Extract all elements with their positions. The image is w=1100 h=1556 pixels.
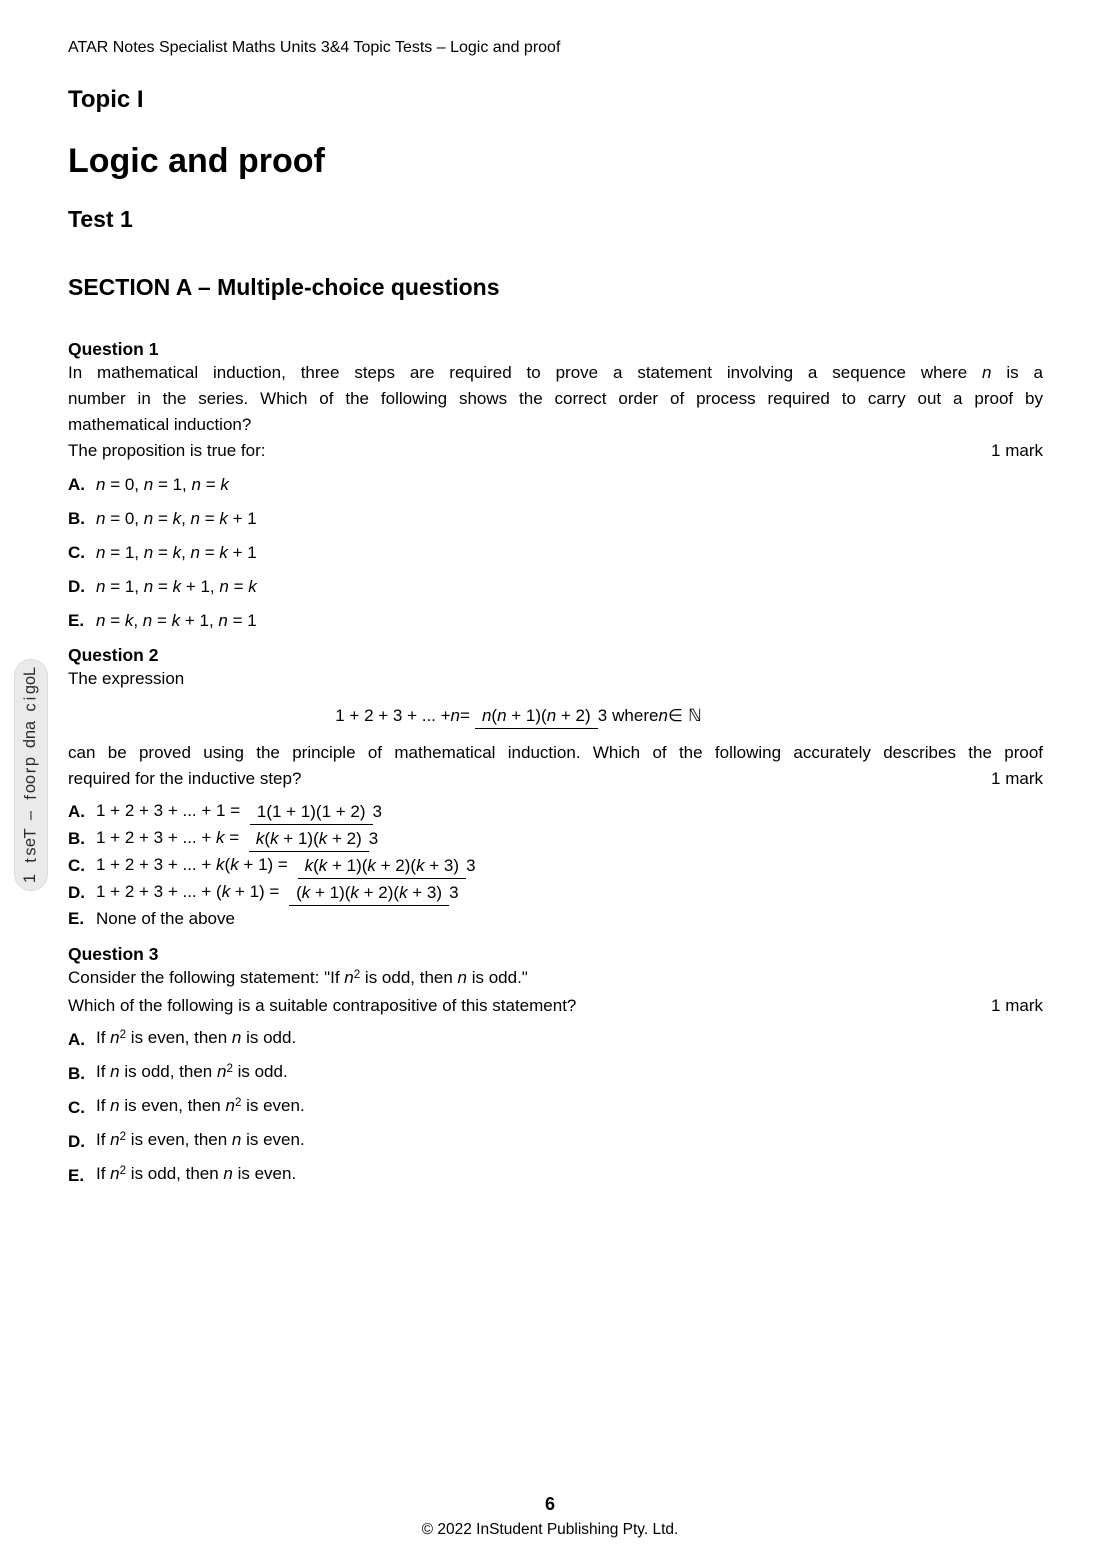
fraction-denominator: 3 xyxy=(372,802,382,822)
math-var: n xyxy=(231,1028,242,1048)
math-var: k xyxy=(220,475,229,494)
side-tab-glyph: o xyxy=(21,783,40,794)
text-segment: is even. xyxy=(232,1164,297,1184)
side-tab-char xyxy=(15,667,47,676)
text-segment: , xyxy=(181,509,191,528)
side-tab-char xyxy=(15,775,47,784)
math-var: n xyxy=(231,1130,242,1150)
text-segment: number in the series. Which of the following shows the correct order of process required to carry out a proof by xyxy=(68,389,1043,408)
math-var: k xyxy=(172,577,182,596)
text-segment: If xyxy=(96,1164,111,1184)
side-tab-glyph: L xyxy=(21,666,40,677)
superscript: 2 xyxy=(353,968,361,981)
side-tab-char xyxy=(15,784,47,793)
side-tab-glyph: f xyxy=(21,795,40,800)
side-tab-glyph xyxy=(22,714,41,719)
topic-label: Topic I xyxy=(68,86,144,113)
option-content xyxy=(96,610,257,631)
option-content xyxy=(96,1095,305,1119)
text-segment: = xyxy=(224,828,244,848)
text-segment: required for the inductive step? xyxy=(68,769,302,788)
text-segment: + 1) = xyxy=(238,855,293,875)
text-segment: + 1)( xyxy=(327,856,368,876)
side-tab-glyph: n xyxy=(21,729,40,740)
option-label: A. xyxy=(68,1029,85,1049)
math-var: n xyxy=(223,1164,233,1184)
fraction xyxy=(249,828,378,849)
math-var: n xyxy=(96,577,106,596)
math-var: n xyxy=(142,611,153,630)
text-segment: = xyxy=(153,543,173,562)
option-label: E. xyxy=(68,909,85,929)
section-heading: SECTION A – Multiple-choice questions xyxy=(68,274,500,300)
question-heading: Question 1 xyxy=(68,339,159,359)
text-segment: + 2) xyxy=(327,829,362,849)
math-var: n xyxy=(143,509,154,528)
question-prompt xyxy=(68,766,301,792)
math-var: n xyxy=(190,543,201,562)
text-segment: = 1 xyxy=(227,611,257,630)
text-segment: = xyxy=(460,706,470,725)
fraction-numerator xyxy=(250,802,373,825)
option-content xyxy=(96,1129,305,1153)
text-segment: is odd. xyxy=(241,1028,297,1048)
option-row xyxy=(68,800,1043,822)
side-tab-glyph: o xyxy=(21,774,40,785)
math-var: n xyxy=(457,968,467,988)
question-prompt xyxy=(68,993,576,1019)
math-var: k xyxy=(255,829,265,849)
side-tab-char xyxy=(15,703,47,712)
math-var: n xyxy=(658,706,668,725)
page-number: 6 xyxy=(544,1494,555,1514)
options-list xyxy=(68,1027,1043,1187)
option-label: E. xyxy=(68,611,85,630)
text-segment: ∈ ℕ xyxy=(667,706,702,726)
side-tab-glyph: d xyxy=(21,738,40,749)
option-row xyxy=(68,908,1043,929)
text-segment: is odd, then xyxy=(126,1164,224,1184)
option-row xyxy=(68,1129,1043,1153)
math-var: k xyxy=(318,856,328,876)
option-row xyxy=(68,1163,1043,1187)
side-tab-glyph xyxy=(22,750,41,755)
question-body-line xyxy=(68,386,1043,412)
text-segment: + 3) xyxy=(424,856,460,876)
marks-label: 1 mark xyxy=(991,996,1043,1016)
text-segment: where xyxy=(612,706,659,725)
math-var: k xyxy=(367,856,376,876)
text-segment: = xyxy=(200,475,221,494)
side-tab-char xyxy=(15,730,47,739)
options-list xyxy=(68,474,1043,631)
text-segment: = xyxy=(228,577,249,596)
side-tab-glyph: g xyxy=(21,684,40,695)
text-segment: = xyxy=(200,543,220,562)
text-segment: + 1, xyxy=(180,611,219,630)
text-segment: is even, then xyxy=(126,1028,232,1048)
math-var: n xyxy=(344,968,354,988)
fraction-numerator xyxy=(249,829,369,852)
side-tab-char xyxy=(15,712,47,721)
math-var: n xyxy=(96,543,106,562)
fraction-numerator xyxy=(289,883,449,906)
option-label: D. xyxy=(68,577,85,596)
page-title: Logic and proof xyxy=(68,142,325,180)
superscript: 2 xyxy=(234,1096,242,1109)
option-row xyxy=(68,576,1043,597)
math-var: k xyxy=(304,856,314,876)
option-content xyxy=(96,474,229,495)
text-segment: is odd. xyxy=(232,1062,288,1082)
option-label: C. xyxy=(68,543,85,562)
option-content xyxy=(96,576,257,597)
math-var: n xyxy=(450,706,461,725)
math-var: k xyxy=(230,855,239,875)
text-segment: is odd, then xyxy=(360,968,458,988)
option-row xyxy=(68,542,1043,563)
option-label: D. xyxy=(68,882,85,902)
side-tab-glyph: e xyxy=(21,837,40,848)
text-segment: 1 + 2 + 3 + ... + 1 = xyxy=(96,801,245,820)
side-tab-char xyxy=(15,721,47,730)
option-label: A. xyxy=(68,475,85,494)
side-tab-char xyxy=(15,838,47,847)
math-var: n xyxy=(110,1028,120,1048)
text-segment: + 1 xyxy=(227,543,257,562)
option-content xyxy=(96,1061,288,1085)
math-var: n xyxy=(216,1062,227,1082)
text-segment: ( xyxy=(264,829,271,849)
option-content xyxy=(96,881,464,903)
fraction-denominator: 3 xyxy=(449,883,459,903)
option-row xyxy=(68,508,1043,529)
side-tab-char xyxy=(15,865,47,874)
fraction xyxy=(475,706,607,726)
superscript: 2 xyxy=(119,1028,127,1041)
option-label: E. xyxy=(68,1165,85,1185)
math-var: n xyxy=(96,509,106,528)
test-label: Test 1 xyxy=(68,206,133,232)
option-row xyxy=(68,1061,1043,1085)
math-var: k xyxy=(172,509,182,528)
side-tab-char xyxy=(15,802,47,811)
question-prompt-row xyxy=(68,993,1043,1019)
question-intro: The expression xyxy=(68,669,185,688)
fraction-denominator: 3 xyxy=(466,856,476,876)
text-segment: = 1, xyxy=(105,577,144,596)
text-segment: + 1)( xyxy=(506,706,547,725)
text-segment: If xyxy=(96,1130,111,1150)
text-segment: = xyxy=(105,611,125,630)
side-tab-char xyxy=(15,847,47,856)
superscript: 2 xyxy=(119,1164,127,1177)
text-segment: is odd." xyxy=(467,968,528,988)
option-label: A. xyxy=(68,801,85,821)
text-segment: If xyxy=(96,1062,111,1082)
question-q3 xyxy=(68,943,1043,1187)
text-segment: = xyxy=(200,509,220,528)
side-tab-glyph: r xyxy=(21,767,40,774)
side-tab-glyph xyxy=(22,867,41,872)
math-var: n xyxy=(96,611,106,630)
side-tab-glyph: 1 xyxy=(21,873,40,884)
fraction-denominator: 3 xyxy=(368,829,379,849)
text-segment: is a xyxy=(991,363,1043,382)
side-tab-glyph: a xyxy=(21,720,40,731)
math-var: k xyxy=(216,855,225,875)
math-var: k xyxy=(219,543,228,562)
math-var: n xyxy=(110,1130,120,1150)
option-label: D. xyxy=(68,1131,85,1151)
math-var: n xyxy=(191,475,201,494)
text-segment: If xyxy=(96,1028,111,1048)
math-var: n xyxy=(143,543,154,562)
option-content xyxy=(96,508,257,529)
side-tab-char xyxy=(15,811,47,820)
text-segment: , xyxy=(181,543,191,562)
fraction-denominator: 3 xyxy=(597,706,608,725)
text-segment: ( xyxy=(224,855,231,875)
question-body-line xyxy=(68,360,1043,386)
question-heading: Question 2 xyxy=(68,645,159,665)
option-row xyxy=(68,854,1043,876)
text-segment: = xyxy=(153,577,173,596)
text-segment: + 1 xyxy=(227,509,257,528)
option-row xyxy=(68,881,1043,903)
text-segment: is odd, then xyxy=(119,1062,217,1082)
side-tab-char xyxy=(15,856,47,865)
marks-label: 1 mark xyxy=(991,441,1043,460)
math-var: n xyxy=(110,1096,120,1116)
text-segment: None of the above xyxy=(96,909,235,929)
text-segment: 1 + 2 + 3 + ... + xyxy=(335,706,451,725)
side-tab-glyph: – xyxy=(21,810,40,821)
text-segment: 1 + 2 + 3 + ... + ( xyxy=(96,882,222,902)
math-var: n xyxy=(546,706,557,725)
question-body-line xyxy=(68,412,1043,438)
side-tab-glyph xyxy=(22,804,41,809)
options-list xyxy=(68,800,1043,929)
fraction xyxy=(250,801,382,822)
math-var: k xyxy=(350,883,359,903)
side-tab-glyph: p xyxy=(21,756,40,767)
side-tab-glyph xyxy=(22,822,41,827)
option-content xyxy=(96,542,257,563)
math-var: k xyxy=(171,611,181,630)
option-row xyxy=(68,474,1043,495)
option-content xyxy=(96,800,387,822)
option-content xyxy=(96,908,235,929)
option-content xyxy=(96,1163,296,1187)
math-var: n xyxy=(481,706,492,725)
text-segment: mathematical induction? xyxy=(68,415,252,434)
question-prompt-row xyxy=(68,766,1043,792)
math-var: k xyxy=(248,577,257,596)
text-segment: 1 + 2 + 3 + ... + xyxy=(96,828,217,848)
side-tab-glyph: o xyxy=(21,675,40,686)
question-prompt-row xyxy=(68,438,1043,464)
option-row xyxy=(68,1095,1043,1119)
text-segment: is even, then xyxy=(119,1096,226,1116)
math-var: n xyxy=(110,1164,120,1184)
equation xyxy=(31,692,1006,740)
math-var: n xyxy=(497,706,507,725)
fraction-numerator xyxy=(475,706,598,729)
side-tab-char xyxy=(15,739,47,748)
questions-area xyxy=(68,338,1043,1197)
text-segment: + 2) xyxy=(556,706,591,725)
side-tab-char xyxy=(15,829,47,838)
superscript: 2 xyxy=(226,1062,233,1075)
text-segment: , xyxy=(133,611,143,630)
text-segment: In mathematical induction, three steps are required to prove a statement involving a sequence where xyxy=(68,363,983,382)
text-segment: ( xyxy=(296,883,302,903)
text-segment: + 2)( xyxy=(358,883,400,903)
doc-header: ATAR Notes Specialist Maths Units 3&4 Topic Tests – Logic and proof xyxy=(68,39,561,56)
math-var: k xyxy=(318,829,328,849)
text-segment: 1 + 2 + 3 + ... + xyxy=(96,855,217,875)
question-q2 xyxy=(68,644,1043,929)
side-tab-char xyxy=(15,748,47,757)
text-segment: = 0, xyxy=(105,509,144,528)
option-label: B. xyxy=(68,1063,85,1083)
text-segment: can be proved using the principle of mathematical induction. Which of the following accurately describes the proof xyxy=(68,743,1043,762)
option-row xyxy=(68,1027,1043,1051)
side-tab-glyph: s xyxy=(21,847,40,856)
fraction-numerator xyxy=(298,856,466,879)
option-content xyxy=(96,827,383,849)
option-label: B. xyxy=(68,828,85,848)
text-segment: ( xyxy=(491,706,498,725)
text-segment: + 1, xyxy=(181,577,220,596)
math-var: k xyxy=(399,883,408,903)
fraction xyxy=(289,882,458,903)
math-var: n xyxy=(982,363,992,382)
math-var: n xyxy=(219,577,229,596)
question-prompt xyxy=(68,438,265,464)
text-segment: + 1)( xyxy=(310,883,351,903)
side-tab-char xyxy=(15,874,47,883)
math-var: k xyxy=(221,882,231,902)
math-var: n xyxy=(190,509,201,528)
math-var: k xyxy=(172,543,182,562)
text-segment: = xyxy=(153,509,173,528)
option-label: C. xyxy=(68,855,85,875)
option-label: B. xyxy=(68,509,85,528)
math-var: n xyxy=(96,475,106,494)
math-var: k xyxy=(219,509,228,528)
math-var: n xyxy=(143,577,154,596)
text-segment: = xyxy=(152,611,172,630)
side-tab-glyph: c xyxy=(21,703,40,712)
math-var: k xyxy=(301,883,311,903)
text-segment: is even. xyxy=(241,1096,305,1116)
text-segment: Which of the following is a suitable contrapositive of this statement? xyxy=(68,996,577,1016)
side-tab xyxy=(14,659,48,891)
math-var: k xyxy=(124,611,134,630)
math-var: n xyxy=(143,475,154,494)
side-tab-char xyxy=(15,685,47,694)
side-tab-char xyxy=(15,766,47,775)
math-var: n xyxy=(225,1096,235,1116)
option-row xyxy=(68,610,1043,631)
option-content xyxy=(96,854,481,876)
question-q1 xyxy=(68,338,1043,631)
option-label: C. xyxy=(68,1097,85,1117)
side-tab-char xyxy=(15,757,47,766)
text-segment: 1(1 + 1)(1 + 2) xyxy=(256,802,366,822)
text-segment: Consider the following statement: "If xyxy=(68,968,345,988)
side-tab-char xyxy=(15,793,47,802)
math-var: n xyxy=(218,611,228,630)
text-segment: + 1) = xyxy=(230,882,285,902)
math-var: k xyxy=(270,829,279,849)
question-body-line xyxy=(68,965,1043,993)
text-segment: is even, then xyxy=(126,1130,232,1150)
text-segment: = 1, xyxy=(105,543,144,562)
text-segment: If xyxy=(96,1096,111,1116)
text-segment: + 2)( xyxy=(375,856,417,876)
side-tab-glyph: i xyxy=(21,696,40,701)
text-segment: The proposition is true for: xyxy=(68,441,266,460)
marks-label: 1 mark xyxy=(991,769,1043,788)
option-row xyxy=(68,827,1043,849)
side-tab-char xyxy=(15,676,47,685)
side-tab-char xyxy=(15,694,47,703)
text-segment: + 3) xyxy=(407,883,443,903)
question-heading: Question 3 xyxy=(68,944,159,965)
text-segment: = 1, xyxy=(153,475,192,494)
text-segment: + 1)( xyxy=(278,829,319,849)
text-segment: = 0, xyxy=(105,475,144,494)
question-body-line xyxy=(68,740,1043,766)
text-segment: ( xyxy=(313,856,319,876)
option-content xyxy=(96,1027,296,1051)
math-var: k xyxy=(216,828,225,848)
superscript: 2 xyxy=(119,1130,127,1143)
side-tab-glyph: t xyxy=(21,858,40,863)
math-var: k xyxy=(416,856,425,876)
side-tab-glyph: T xyxy=(21,828,40,839)
math-var: n xyxy=(110,1062,120,1082)
copyright: © 2022 InStudent Publishing Pty. Ltd. xyxy=(421,1521,679,1538)
fraction xyxy=(298,855,476,876)
text-segment: is even. xyxy=(241,1130,305,1150)
